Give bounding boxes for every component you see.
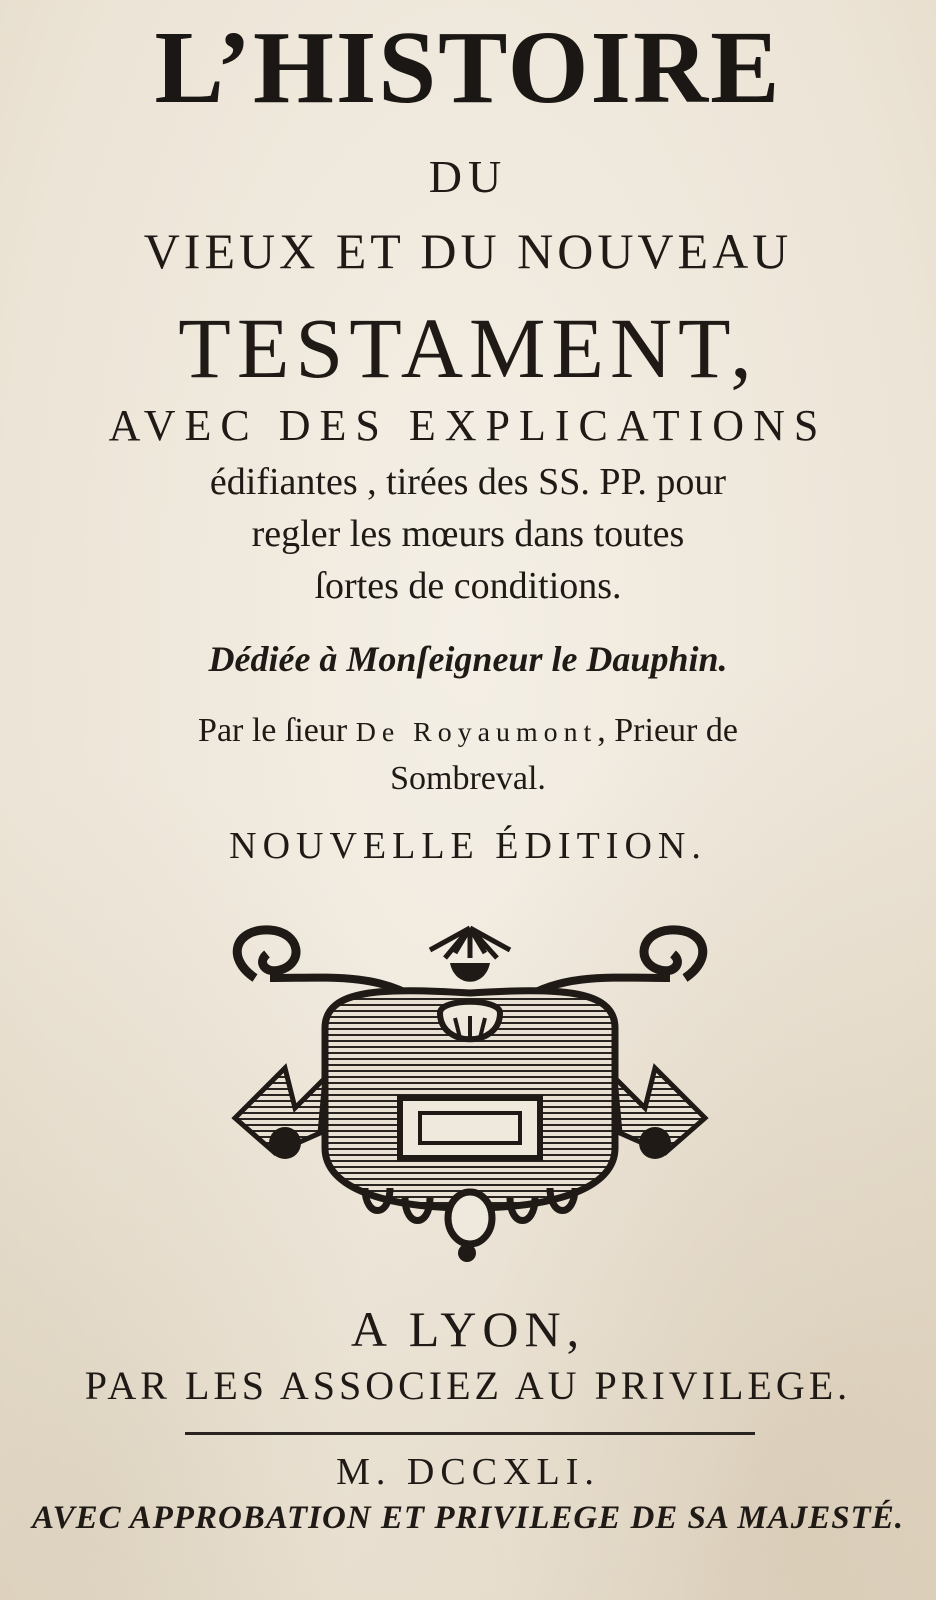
edition-statement: NOUVELLE ÉDITION. [229, 825, 707, 867]
description-line-3: ſortes de conditions. [314, 565, 622, 607]
imprint-divider [185, 1432, 755, 1435]
imprint-year: M. DCCXLI. [336, 1451, 600, 1493]
author-prefix: Par le ſieur [198, 712, 348, 749]
approbation-line: AVEC APPROBATION ET PRIVILEGE DE SA MAJESTÉ. [32, 1500, 904, 1536]
imprint-publisher: PAR LES ASSOCIEZ AU PRIVILEGE. [84, 1363, 852, 1408]
description-line-1: édifiantes , tirées des SS. PP. pour [209, 461, 727, 503]
description-line-2: regler les mœurs dans toutes [251, 513, 685, 555]
title-avec-explications: AVEC DES EXPLICATIONS [108, 401, 828, 450]
imprint-place: A LYON, [350, 1301, 586, 1357]
title-testament: TESTAMENT, [178, 300, 758, 396]
author-line [0, 712, 936, 750]
author-name: De Royaumont [355, 717, 598, 748]
title-du: DU [428, 151, 508, 202]
author-suffix: , Prieur de [597, 712, 738, 749]
title-subtitle-line: VIEUX ET DU NOUVEAU [143, 223, 793, 279]
book-title: L’HISTOIRE [154, 10, 782, 125]
author-line-2: Sombreval. [390, 760, 546, 797]
fleuron-ornament-icon [215, 918, 725, 1263]
dedication: Dédiée à Monſeigneur le Dauphin. [208, 639, 728, 679]
